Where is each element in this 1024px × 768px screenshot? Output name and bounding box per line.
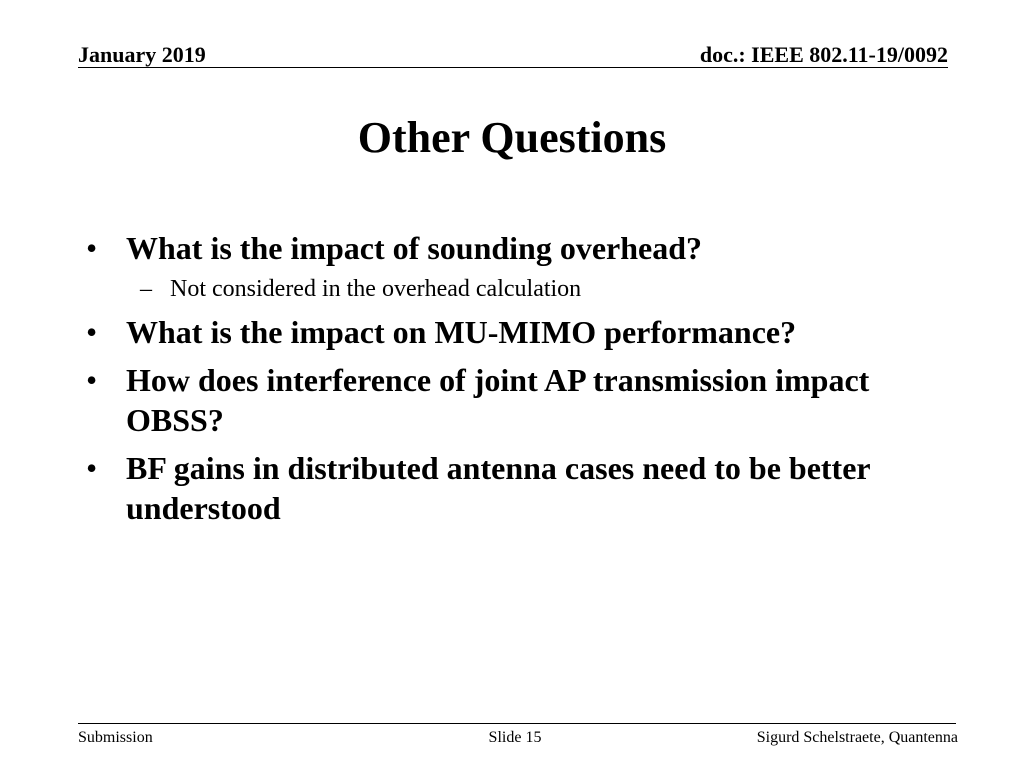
bullet-icon: • [86, 230, 98, 266]
header-doc-id: doc.: IEEE 802.11-19/0092 [699, 42, 948, 67]
bullet-text: What is the impact on MU-MIMO performance? [126, 314, 797, 350]
footer-divider [78, 723, 956, 724]
bullet-icon: • [86, 450, 98, 486]
footer-submission: Submission [78, 729, 153, 746]
bullet-text: BF gains in distributed antenna cases need to be better understood [126, 450, 871, 526]
bullet-item [86, 312, 946, 352]
sub-bullet-item [86, 274, 946, 304]
bullet-item [86, 360, 946, 440]
slide-content [86, 228, 946, 528]
bullet-text: What is the impact of sounding overhead? [126, 230, 703, 266]
footer-author: Sigurd Schelstraete, Quantenna [756, 729, 958, 746]
footer-slide-number: Slide 15 [488, 729, 542, 746]
dash-icon: – [140, 276, 152, 302]
slide-title: Other Questions [357, 113, 667, 162]
bullet-icon: • [86, 362, 98, 398]
bullet-text: How does interference of joint AP transmission impact OBSS? [126, 362, 870, 438]
sub-bullet-text: Not considered in the overhead calculation [170, 276, 582, 302]
header-divider [78, 67, 948, 68]
header-date: January 2019 [78, 42, 206, 67]
bullet-icon: • [86, 314, 98, 350]
bullet-item [86, 228, 946, 268]
bullet-item [86, 448, 946, 528]
